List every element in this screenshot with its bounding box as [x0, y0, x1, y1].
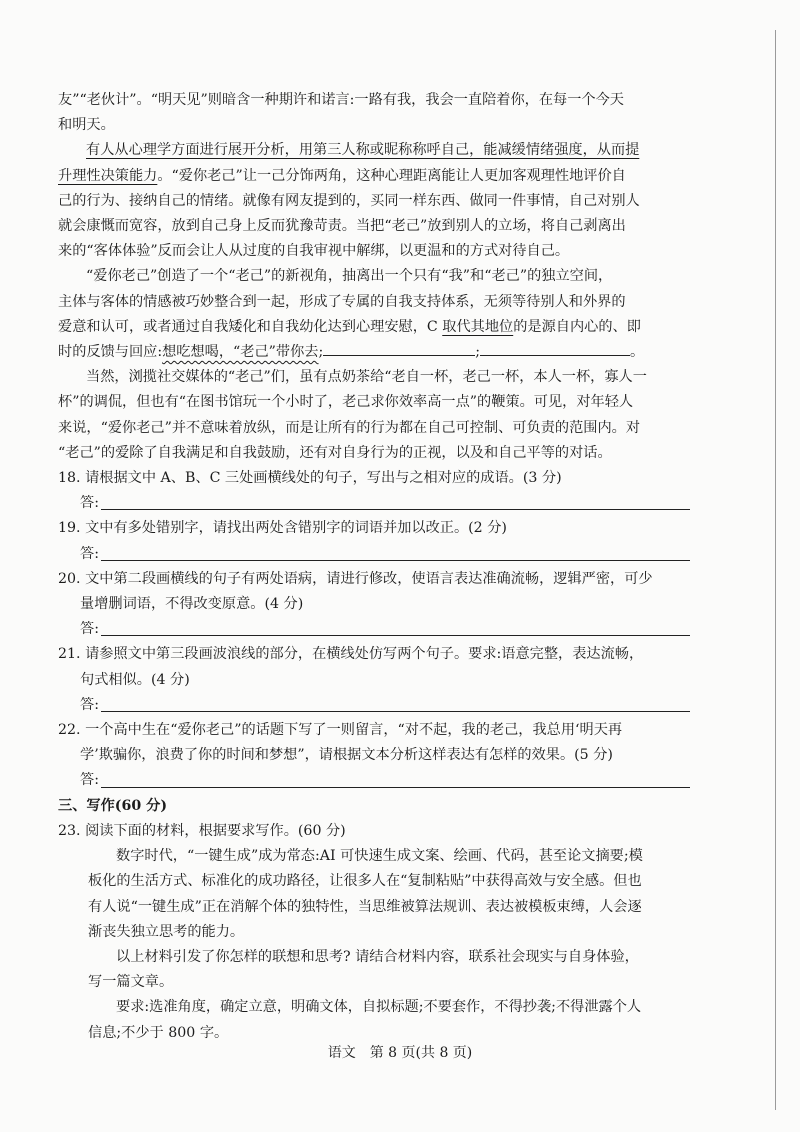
question-23: 23. 阅读下面的材料，根据要求写作。(60 分) [58, 822, 346, 839]
passage-text: 的是源自内心的、即 [513, 318, 641, 335]
answer-line-19[interactable] [58, 542, 690, 567]
passage-line [58, 138, 690, 163]
requirement-line: 要求:选准角度，确定立意，明确文体，自拟标题;不要套作，不得抄袭;不得泄露个人 [116, 999, 642, 1016]
answer-field[interactable] [101, 495, 690, 510]
passage-text: 时的反馈与回应: [58, 344, 163, 361]
task-line: 以上材料引发了你怎样的联想和思考? 请结合材料内容，联系社会现实与自身体验， [116, 948, 639, 965]
underlined-sentence: 有人从心理学方面进行展开分析，用第三人称或昵称称呼自己，能减缓情绪强度，从而提 [86, 142, 640, 159]
section-heading-writing: 三、写作(60 分) [58, 797, 168, 814]
material-line: 渐丧失独立思考的能力。 [88, 923, 245, 940]
passage-line: 己的行为、接纳自己的情绪。就像有网友提到的，买同一样东西、做同一件事情，自己对别人 [58, 192, 640, 209]
wavy-underlined-phrase: 想吃想喝，“老己”带你去 [162, 344, 319, 361]
question-19: 19. 文中有多处错别字，请找出两处含错别字的词语并加以改正。(2 分) [58, 520, 507, 537]
answer-field[interactable] [101, 773, 690, 788]
passage-text: 。 [630, 344, 645, 361]
material-line: 数字时代，“一键生成”成为常态:AI 可快速生成文案、绘画、代码，甚至论文摘要;模 [116, 848, 643, 865]
scan-edge-line [775, 30, 776, 1110]
passage-line: 主体与客体的情感被巧妙整合到一起，形成了专属的自我支持体系，无须等待别人和外界的 [58, 293, 626, 310]
answer-label: 答: [80, 621, 99, 638]
passage-line: 来的“客体体验”反而会让人从过度的自我审视中解绑，以更温和的方式对待自己。 [58, 243, 570, 260]
question-22-cont: 学’欺骗你，浪费了你的时间和梦想”，请根据文本分析这样表达有怎样的效果。(5 分) [80, 747, 613, 764]
fill-blank-1[interactable] [323, 341, 475, 356]
underlined-phrase-c: 取代其地位 [442, 318, 514, 335]
answer-line-20[interactable] [58, 617, 690, 642]
answer-line-21[interactable] [58, 693, 690, 718]
question-21-cont: 句式相似。(4 分) [80, 671, 190, 688]
answer-field[interactable] [101, 621, 690, 636]
answer-label: 答: [80, 772, 99, 789]
passage-line: 就会康慨而宽容，放到自己身上反而犹豫苛责。当把“老己”放到别人的立场，将自己剥离出 [58, 218, 626, 235]
requirement-line: 信息;不少于 800 字。 [88, 1024, 229, 1041]
passage-line: “老己”的爱除了自我满足和自我鼓励，还有对自身行为的正视，以及和自己平等的对话。 [58, 444, 612, 461]
underlined-sentence: 升理性决策能力 [58, 167, 158, 184]
answer-field[interactable] [101, 697, 690, 712]
task-line: 写一篇文章。 [88, 974, 174, 991]
passage-line: “爱你老己”创造了一个“老己”的新视角，抽离出一个只有“我”和“老己”的独立空间， [86, 268, 613, 285]
exam-page [58, 88, 690, 1046]
answer-label: 答: [80, 545, 99, 562]
passage-line: 杯”的调侃，但也有“在图书馆玩一个小时了，老己求你效率高一点”的鞭策。可见，对年轻人 [58, 394, 634, 411]
passage-line [58, 340, 690, 365]
passage-line: 友”“老伙计”。“明天见”则暗含一种期许和诺言:一路有我，我会一直陪着你，在每一个今天 [58, 92, 624, 108]
answer-label: 答: [80, 495, 99, 512]
passage-text: ; [318, 344, 324, 361]
passage-line: 来说，“爱你老己”并不意味着放纵，而是让所有的行为都在自己可控制、可负责的范围内。对 [58, 419, 641, 436]
material-line: 板化的生活方式、标准化的成功路径，让很多人在“复制粘贴”中获得高效与安全感。但也 [88, 873, 642, 890]
answer-line-22[interactable] [58, 768, 690, 793]
passage-text: 爱意和认可，或者通过自我矮化和自我幼化达到心理安慰，C [58, 318, 443, 335]
question-18: 18. 请根据文中 A、B、C 三处画横线处的句子，写出与之相对应的成语。(3 分) [58, 470, 562, 487]
passage-text: 。“爱你老己”让一己分饰两角，这种心理距离能让人更加客观理性地评价自 [157, 167, 626, 184]
passage-text: ; [475, 344, 481, 361]
question-20-cont: 量增删词语，不得改变原意。(4 分) [80, 596, 304, 613]
answer-field[interactable] [101, 546, 690, 561]
answer-line-18[interactable] [58, 491, 690, 516]
question-22: 22. 一个高中生在“爱你老己”的话题下写了一则留言，“对不起，我的老己，我总用‘明天再 [58, 722, 623, 739]
passage-line: 当然，浏揽社交媒体的“老己”们，虽有点奶茶给“老自一杯，老己一杯，本人一杯，寡人一 [86, 369, 647, 386]
page-footer: 语文 第 8 页(共 8 页) [327, 1045, 473, 1061]
passage-line: 和明天。 [58, 117, 115, 134]
question-20: 20. 文中第二段画横线的句子有两处语病，请进行修改，使语言表达准确流畅，逻辑严密，可少 [58, 570, 653, 587]
fill-blank-2[interactable] [480, 341, 630, 356]
passage-line [58, 164, 690, 189]
material-line: 有人说“一键生成”正在消解个体的独特性，当思维被算法规训、表达被模板束缚，人会逐 [88, 898, 642, 915]
question-21: 21. 请参照文中第三段画波浪线的部分，在横线处仿写两个句子。要求:语意完整，表达流畅， [58, 646, 644, 663]
passage-line [58, 315, 690, 340]
answer-label: 答: [80, 696, 99, 713]
